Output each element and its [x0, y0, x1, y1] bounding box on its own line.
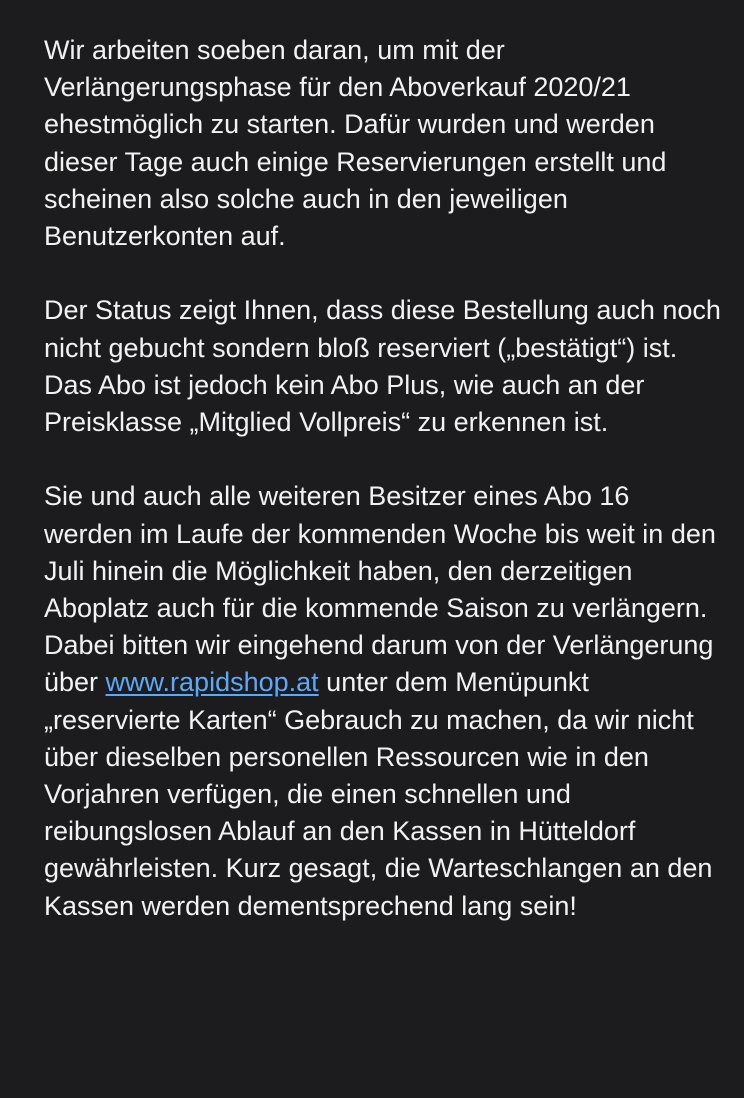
message-body — [44, 32, 724, 962]
paragraph-2: Der Status zeigt Ihnen, dass diese Bestellung auch noch nicht gebucht sondern bloß reserviert („bestätigt“) ist. Das Abo ist jedoch kein Abo Plus, wie auch an der Preisklasse „Mitglied Vollpreis“ zu erkennen ist. — [44, 295, 721, 438]
paragraph-3-text-before-link: Sie und auch alle weiteren Besitzer eines Abo 16 werden im Laufe der kommenden Woche bis weit in den Juli hinein die Möglichkeit haben, den derzeitigen Aboplatz auch für die kommende Saison zu verlängern. Dabei bitten wir eingehend darum von der Verlängerung über — [44, 481, 716, 698]
rapidshop-link[interactable]: www.rapidshop.at — [105, 667, 319, 698]
paragraph-1: Wir arbeiten soeben daran, um mit der Verlängerungsphase für den Aboverkauf 2020/21 ehestmöglich zu starten. Dafür wurden und werden dieser Tage auch einige Reservierungen erstellt und scheinen also solche auch in den jeweiligen Benutzerkonten auf. — [44, 35, 667, 252]
paragraph-3 — [44, 478, 724, 924]
paragraph-3-text-after-link: unter dem Menüpunkt „reservierte Karten“ Gebrauch zu machen, da wir nicht über dieselben personellen Ressourcen wie in den Vorjahren verfügen, die einen schnellen und reibungslosen Ablauf an den Kassen in Hütteldorf gewährleisten. Kurz gesagt, die Warteschlangen an den Kassen werden dementsprechend lang sein! — [44, 667, 713, 921]
